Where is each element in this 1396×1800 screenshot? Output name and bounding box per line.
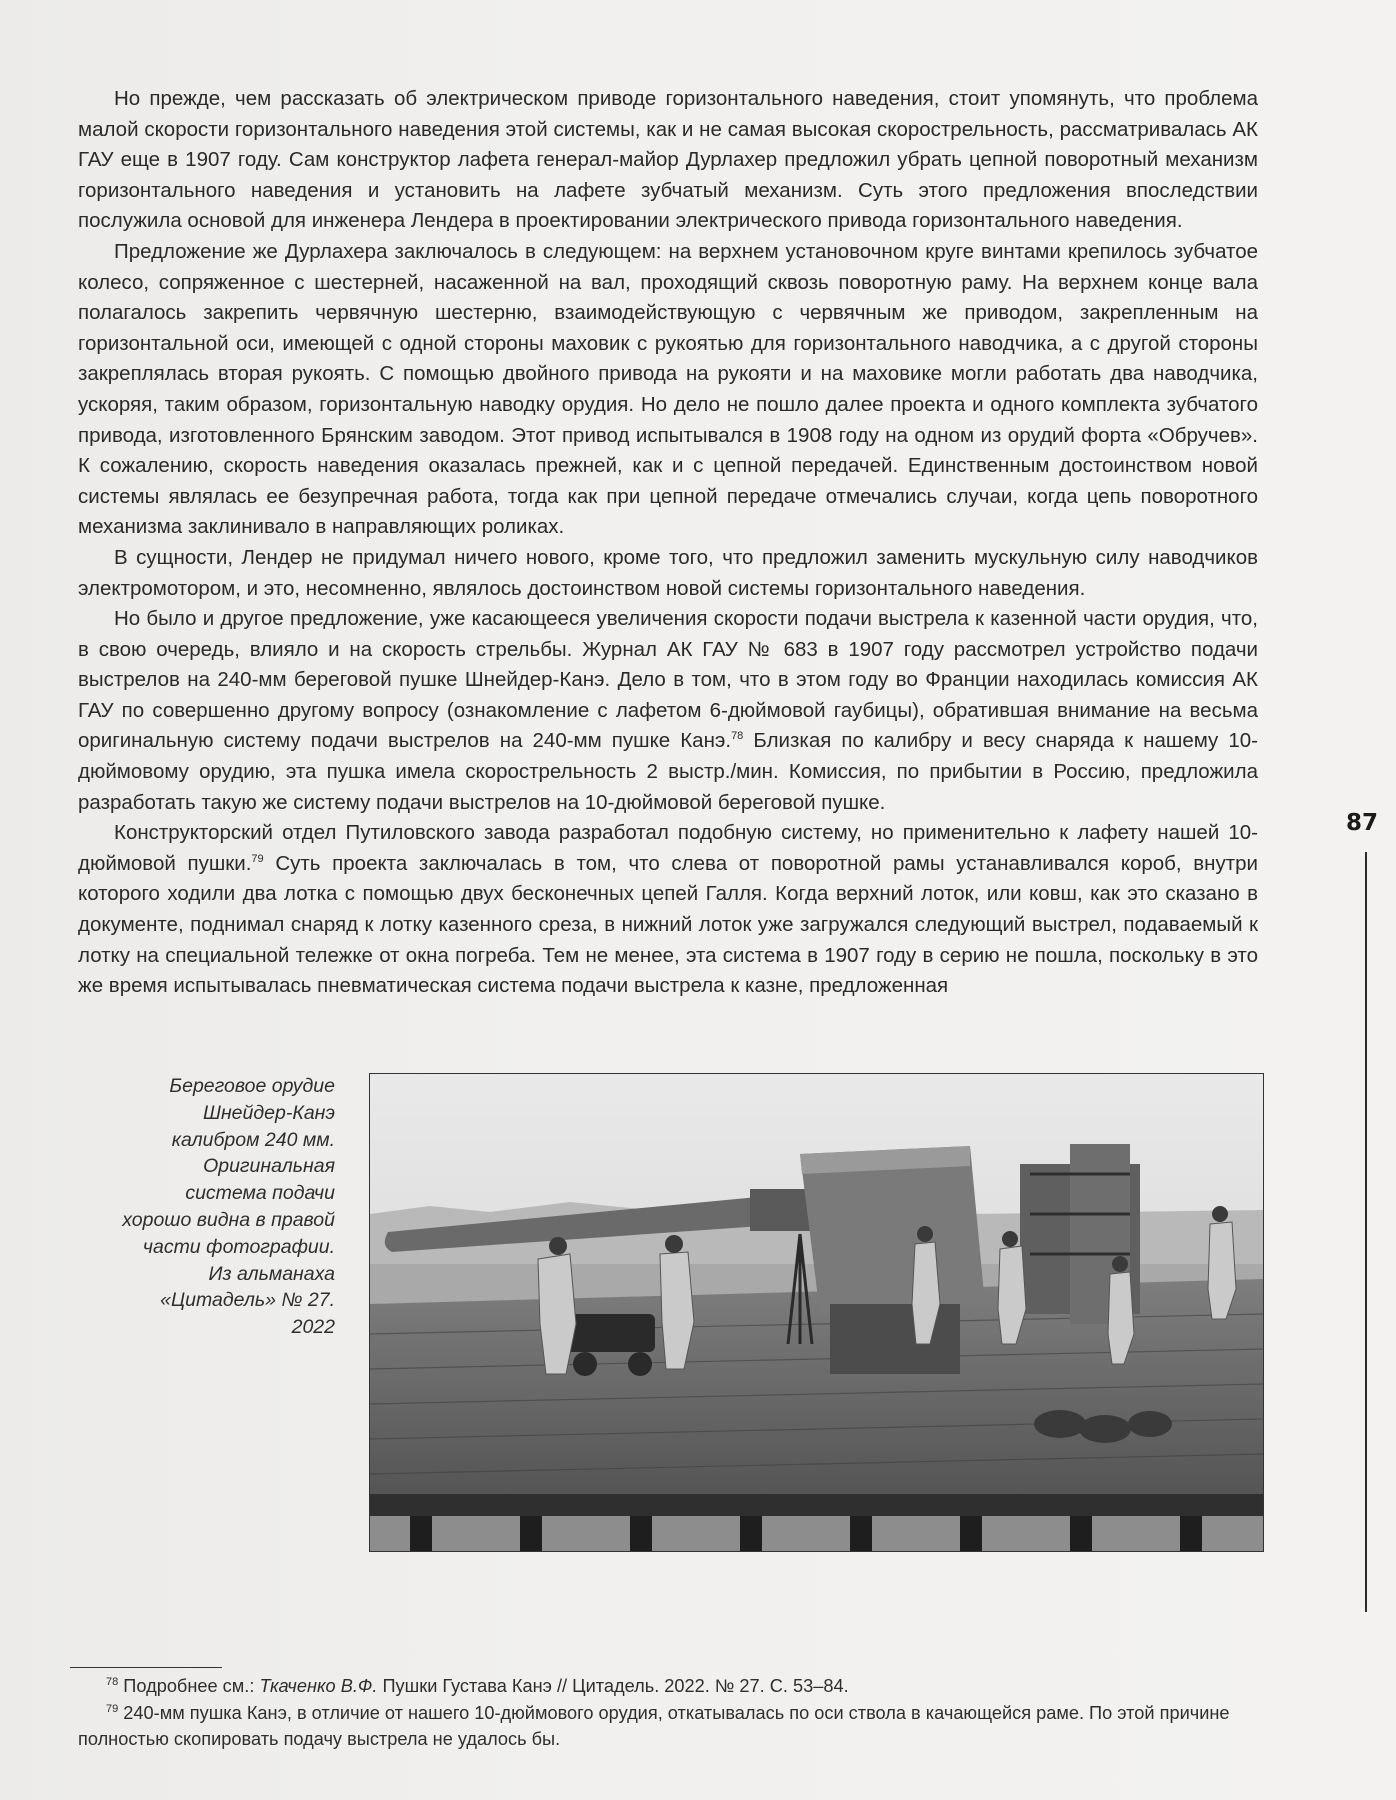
footnote-78: $^{78}$ Подробнее см.: Ткаченко В.Ф. Пушки Густава Канэ // Цитадель. 2022. № 27. С. 53–84. (106, 1676, 849, 1696)
paragraph-5: Конструкторский отдел Путиловского завода разработал подобную систему, но применительно к лафету нашей 10-дюймовой пушки.$^{79}$ Суть проекта заключалась в том, что слева от поворотной рамы устанавливался короб, внутри которого ходили два лотка с помощью двух бесконечных цепей Галля. Когда верхний лоток, или ковш, как это сказано в документе, поднимал снаряд к лотку казенного среза, в нижний лоток уже загружался следующий выстрел, подаваемый к лотку на специальной тележке от окна погреба. Тем не менее, эта система в 1907 году в серию не пошла, поскольку в это же время испытывалась пневматическая система подачи выстрела к казне, предложенная (78, 821, 1258, 998)
footnotes (78, 1673, 1278, 1753)
main-text (78, 84, 1258, 1002)
footnote-ref-78[interactable]: 78 (731, 730, 744, 743)
footnote-divider (70, 1667, 222, 1668)
photo-caption: Береговое орудие Шнейдер-Канэ калибром 240 мм. Оригинальная система подачи хорошо видна в правой части фотографии. Из альманаха «Цитадель» № 27. 2022 (122, 1075, 335, 1339)
paragraph-4: Но было и другое предложение, уже касающееся увеличения скорости подачи выстрела к казенной части орудия, что, в свою очередь, влияло и на скорость стрельбы. Журнал АК ГАУ № 683 в 1907 году рассмотрел устройство подачи выстрелов на 240-мм береговой пушке Шнейдер-Канэ. Дело в том, что в этом году во Франции находилась комиссия АК ГАУ по совершенно другому вопросу (ознакомление с лафетом 6-дюймовой гаубицы), обратившая внимание на весьма оригинальную систему подачи выстрелов на 240-мм пушке Канэ.$^{78}$ Близкая по калибру и весу снаряда к нашему 10-дюймовому орудию, эта пушка имела скорострельность 2 выстр./мин. Комиссия, по прибытии в Россию, предложила разработать такую же систему подачи выстрелов на 10-дюймовой береговой пушке. (78, 607, 1258, 814)
paragraph-1: Но прежде, чем рассказать об электрическом приводе горизонтального наведения, стоит упомянуть, что проблема малой скорости горизонтального наведения этой системы, как и не самая высокая скорострельность, рассматривалась АК ГАУ еще в 1907 году. Сам конструктор лафета генерал-майор Дурлахер предложил убрать цепной поворотный механизм горизонтального наведения и установить на лафете зубчатый механизм. Суть этого предложения впоследствии послужила основой для инженера Лендера в проектировании электрического привода горизонтального наведения. (78, 87, 1258, 233)
paragraph-2: Предложение же Дурлахера заключалось в следующем: на верхнем установочном круге винтами крепилось зубчатое колесо, сопряженное с шестерней, насаженной на вал, проходящий сквозь поворотную раму. На верхнем конце вала полагалось закрепить червячную шестерню, взаимодействующую с червячным же приводом, закрепленным на горизонтальной оси, имеющей с одной стороны маховик с рукоятью для горизонтального наводчика, а с другой стороны закреплялась вторая рукоять. С помощью двойного привода на рукояти и на маховике могли работать два наводчика, ускоряя, таким образом, горизонтальную наводку орудия. Но дело не пошло далее проекта и одного комплекта зубчатого привода, изготовленного Брянским заводом. Этот привод испытывался в 1908 году на одном из орудий форта «Обручев». К сожалению, скорость наведения оказалась прежней, как и с цепной передачей. Единственным достоинством новой системы являлась ее безупречная работа, тогда как при цепной передаче отмечались случаи, когда цепь поворотного механизма заклинивало в направляющих роликах. (78, 239, 1258, 539)
page-number: 87 (1346, 810, 1379, 836)
margin-rule (1365, 852, 1367, 1612)
footnote-ref-79[interactable]: 79 (251, 852, 264, 865)
coastal-gun-photo (369, 1073, 1264, 1552)
paragraph-3: В сущности, Лендер не придумал ничего нового, кроме того, что предложил заменить мускульную силу наводчиков электромотором, и это, несомненно, являлось достоинством новой системы горизонтального наведения. (78, 545, 1258, 600)
photo-illustration (370, 1074, 1263, 1551)
footnote-79: $^{79}$ 240-мм пушка Канэ, в отличие от нашего 10-дюймового орудия, откатывалась по оси ствола в качающейся раме. По этой причине полностью скопировать подачу выстрела не удалось бы. (78, 1702, 1230, 1749)
